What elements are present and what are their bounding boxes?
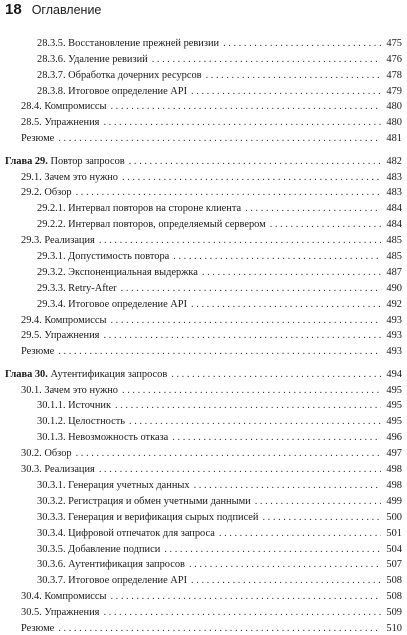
- toc-entry-title: 30.1.1. Источник: [37, 400, 112, 412]
- chapter-title: Повтор запросов: [50, 155, 125, 167]
- dot-leader: [262, 511, 381, 524]
- toc-entry-title: 29.3. Реализация: [21, 235, 95, 247]
- toc-entry-title: Резюме: [21, 346, 55, 358]
- toc-entry-title: 28.3.5. Восстановление прежней ревизии: [37, 37, 220, 49]
- toc-page-number: 499: [386, 495, 402, 507]
- dot-leader: [122, 384, 381, 397]
- toc-entry-title: 30.3.4. Цифровой отпечаток для запроса: [37, 527, 215, 539]
- toc-page-number: 509: [386, 607, 402, 619]
- dot-leader: [270, 218, 381, 231]
- toc-entry: [5, 82, 402, 98]
- toc-page-number: 475: [386, 37, 402, 49]
- dot-leader: [121, 282, 381, 295]
- toc-entry: [5, 460, 402, 476]
- toc-page-number: 492: [386, 298, 402, 310]
- toc-entry: [5, 113, 402, 129]
- dot-leader: [110, 100, 381, 113]
- dot-leader: [129, 155, 381, 168]
- dot-leader: [76, 447, 381, 460]
- dot-leader: [115, 399, 381, 412]
- toc-entry: [5, 279, 402, 295]
- table-of-contents: [5, 34, 402, 635]
- dot-leader: [58, 345, 381, 358]
- toc-page-number: 481: [386, 133, 402, 145]
- dot-leader: [76, 186, 381, 199]
- toc-entry-title: 29.3.3. Retry-After: [37, 282, 117, 294]
- toc-entry-title: [5, 155, 125, 168]
- toc-page-number: 480: [386, 117, 402, 129]
- toc-entry-title: [5, 368, 167, 381]
- toc-page-number: 487: [386, 266, 402, 278]
- toc-entry: [5, 98, 402, 114]
- page-header: [5, 0, 400, 22]
- dot-leader: [103, 116, 381, 129]
- toc-entry-title: 29.2. Обзор: [21, 187, 72, 199]
- toc-entry-title: 29.2.2. Интервал повторов, определяемый сервером: [37, 219, 266, 231]
- toc-entry: [5, 34, 402, 50]
- dot-leader: [245, 202, 381, 215]
- dot-leader: [173, 250, 381, 263]
- toc-entry: [5, 199, 402, 215]
- toc-entry-title: 29.2.1. Интервал повторов на стороне клиента: [37, 203, 242, 215]
- dot-leader: [122, 171, 381, 184]
- toc-page-number: 485: [386, 235, 402, 247]
- toc-entry: [5, 295, 402, 311]
- toc-page-number: 493: [386, 346, 402, 358]
- toc-entry: [5, 556, 402, 572]
- toc-entry: [5, 327, 402, 343]
- toc-page-number: 495: [386, 384, 402, 396]
- toc-entry-title: 29.3.2. Экспоненциальная выдержка: [37, 266, 198, 278]
- toc-entry-title: 30.1.2. Целостность: [37, 416, 125, 428]
- toc-entry: [5, 311, 402, 327]
- page-number: 18: [5, 1, 22, 18]
- toc-entry: [5, 524, 402, 540]
- toc-entry: [5, 587, 402, 603]
- dot-leader: [206, 69, 381, 82]
- toc-entry: [5, 381, 402, 397]
- chapter-label: Глава 29.: [5, 155, 48, 167]
- toc-page-number: 476: [386, 53, 402, 65]
- dot-leader: [223, 37, 381, 50]
- toc-entry: [5, 476, 402, 492]
- dot-leader: [110, 314, 381, 327]
- toc-entry-title: 28.3.8. Итоговое определение API: [37, 85, 188, 97]
- toc-page-number: 483: [386, 171, 402, 183]
- toc-entry: [5, 571, 402, 587]
- toc-page-number: 504: [386, 543, 402, 555]
- dot-leader: [191, 298, 381, 311]
- toc-entry: [5, 215, 402, 231]
- toc-entry: [5, 50, 402, 66]
- dot-leader: [191, 574, 381, 587]
- toc-entry-title: 30.3.2. Регистрация и обмен учетными данными: [37, 495, 251, 507]
- toc-entry-title: 29.5. Упражнения: [21, 330, 100, 342]
- toc-page-number: 478: [386, 69, 402, 81]
- toc-page-number: 508: [386, 575, 402, 587]
- dot-leader: [219, 527, 381, 540]
- toc-entry: [5, 168, 402, 184]
- toc-chapter-entry: [5, 365, 402, 381]
- toc-page-number: 497: [386, 448, 402, 460]
- toc-page-number: 479: [386, 85, 402, 97]
- toc-page-number: 495: [386, 416, 402, 428]
- toc-page-number: 508: [386, 591, 402, 603]
- dot-leader: [202, 266, 381, 279]
- toc-page-number: 493: [386, 314, 402, 326]
- dot-leader: [103, 329, 381, 342]
- dot-leader: [58, 132, 381, 145]
- dot-leader: [255, 495, 381, 508]
- toc-page-number: 496: [386, 432, 402, 444]
- toc-entry: [5, 540, 402, 556]
- toc-entry-title: 30.3. Реализация: [21, 464, 95, 476]
- toc-page-number: 510: [386, 622, 402, 634]
- toc-entry: [5, 603, 402, 619]
- toc-entry: [5, 444, 402, 460]
- dot-leader: [110, 590, 381, 603]
- toc-page-number: 500: [386, 511, 402, 523]
- toc-entry: [5, 66, 402, 82]
- toc-entry-title: 29.3.4. Итоговое определение API: [37, 298, 188, 310]
- toc-entry: [5, 342, 402, 358]
- toc-page-number: 485: [386, 250, 402, 262]
- toc-entry-title: Резюме: [21, 622, 55, 634]
- toc-entry-title: 30.5. Упражнения: [21, 607, 100, 619]
- dot-leader: [152, 53, 381, 66]
- toc-entry-title: 30.3.1. Генерация учетных данных: [37, 479, 190, 491]
- dot-leader: [171, 368, 381, 381]
- toc-entry-title: 29.4. Компромиссы: [21, 314, 107, 326]
- chapter-label: Глава 30.: [5, 368, 48, 380]
- toc-entry-title: 30.2. Обзор: [21, 448, 72, 460]
- toc-page-number: 482: [386, 155, 402, 167]
- dot-leader: [164, 543, 381, 556]
- toc-entry-title: 29.3.1. Допустимость повтора: [37, 250, 170, 262]
- toc-entry-title: Резюме: [21, 133, 55, 145]
- dot-leader: [103, 606, 381, 619]
- dot-leader: [172, 431, 381, 444]
- toc-entry-title: 29.1. Зачем это нужно: [21, 171, 119, 183]
- toc-page-number: 498: [386, 479, 402, 491]
- dot-leader: [58, 622, 381, 635]
- toc-page-number: 490: [386, 282, 402, 294]
- toc-page-number: 484: [386, 203, 402, 215]
- toc-entry: [5, 263, 402, 279]
- toc-entry: [5, 247, 402, 263]
- toc-entry-title: 30.1. Зачем это нужно: [21, 384, 119, 396]
- dot-leader: [191, 85, 381, 98]
- running-title: Оглавление: [31, 3, 102, 17]
- toc-page-number: 484: [386, 219, 402, 231]
- toc-page-number: 495: [386, 400, 402, 412]
- toc-page-number: 494: [386, 368, 402, 380]
- toc-entry: [5, 129, 402, 145]
- toc-page-number: 501: [386, 527, 402, 539]
- toc-chapter-entry: [5, 152, 402, 168]
- dot-leader: [99, 463, 381, 476]
- toc-entry: [5, 619, 402, 635]
- toc-page-number: 480: [386, 101, 402, 113]
- toc-page-number: 498: [386, 464, 402, 476]
- toc-page-number: 493: [386, 330, 402, 342]
- chapter-title: Аутентификация запросов: [50, 368, 168, 380]
- toc-entry: [5, 492, 402, 508]
- toc-entry-title: 30.1.3. Невозможность отказа: [37, 432, 169, 444]
- toc-page-number: 507: [386, 559, 402, 571]
- toc-entry-title: 30.4. Компромиссы: [21, 591, 107, 603]
- dot-leader: [129, 415, 381, 428]
- toc-entry: [5, 231, 402, 247]
- dot-leader: [189, 558, 381, 571]
- toc-entry: [5, 412, 402, 428]
- toc-entry-title: 30.3.6. Аутентификация запросов: [37, 559, 185, 571]
- dot-leader: [99, 234, 381, 247]
- toc-entry: [5, 184, 402, 200]
- toc-entry-title: 28.5. Упражнения: [21, 117, 100, 129]
- toc-entry-title: 28.4. Компромиссы: [21, 101, 107, 113]
- toc-entry-title: 30.3.3. Генерация и верификация сырых подписей: [37, 511, 259, 523]
- toc-entry: [5, 508, 402, 524]
- toc-page-number: 483: [386, 187, 402, 199]
- toc-entry-title: 30.3.5. Добавление подписи: [37, 543, 161, 555]
- dot-leader: [194, 479, 381, 492]
- toc-entry-title: 28.3.6. Удаление ревизий: [37, 53, 148, 65]
- toc-entry: [5, 428, 402, 444]
- toc-entry-title: 28.3.7. Обработка дочерних ресурсов: [37, 69, 202, 81]
- toc-entry: [5, 397, 402, 413]
- toc-entry-title: 30.3.7. Итоговое определение API: [37, 575, 188, 587]
